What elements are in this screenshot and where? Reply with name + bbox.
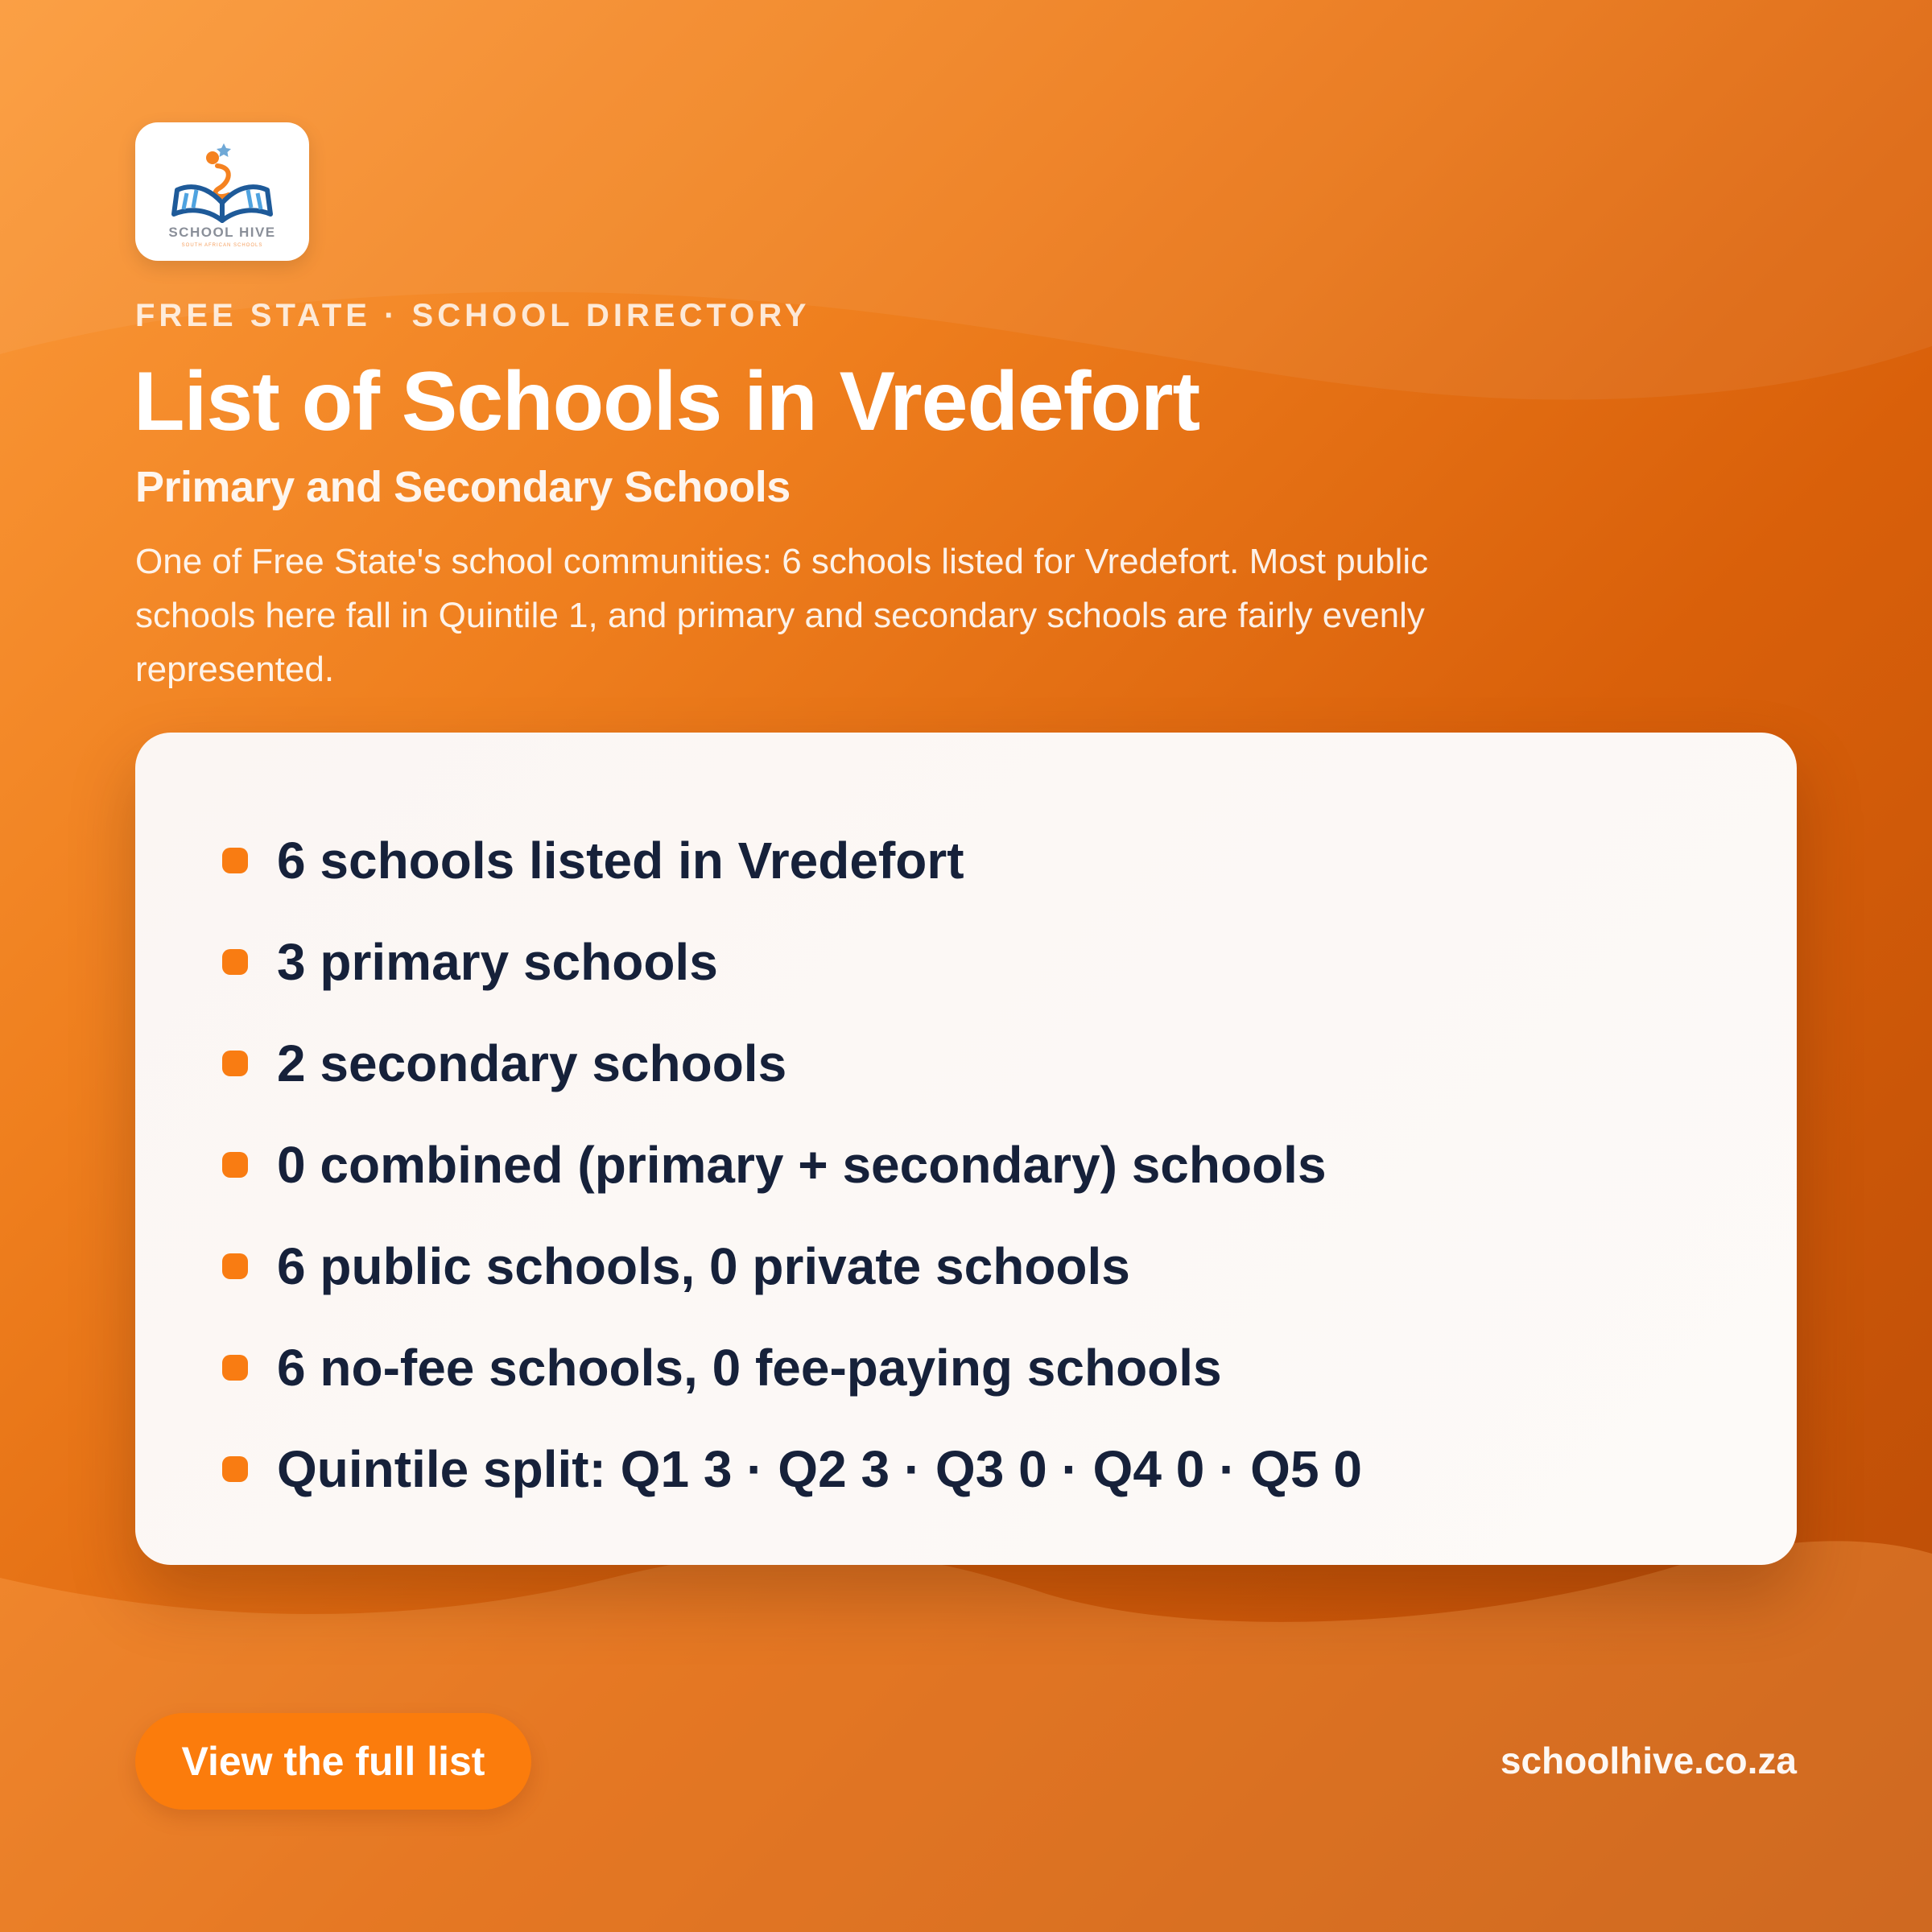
page-description: One of Free State's school communities: 6 schools listed for Vredefort. Most public schools here fall in Quintile 1, and primary and secondary schools are fairly evenly represented. bbox=[135, 542, 1429, 689]
stat-text: 0 combined (primary + secondary) schools bbox=[277, 1136, 1327, 1194]
bullet-icon bbox=[222, 848, 248, 873]
stats-list bbox=[135, 810, 1797, 1520]
bullet-icon bbox=[222, 1355, 248, 1381]
bullet-icon bbox=[222, 1456, 248, 1482]
eyebrow-label: FREE STATE · SCHOOL DIRECTORY bbox=[135, 298, 811, 333]
stat-item bbox=[135, 1418, 1797, 1520]
view-full-list-button[interactable]: View the full list bbox=[135, 1713, 531, 1810]
stat-text: 6 no-fee schools, 0 fee-paying schools bbox=[277, 1339, 1222, 1397]
stat-text: 6 schools listed in Vredefort bbox=[277, 832, 964, 890]
stat-text: Quintile split: Q1 3 · Q2 3 · Q3 0 · Q4 0 · Q5 0 bbox=[277, 1440, 1362, 1498]
logo-badge bbox=[135, 122, 309, 261]
stats-card bbox=[135, 733, 1797, 1565]
logo-tagline: SOUTH AFRICAN SCHOOLS bbox=[181, 243, 263, 248]
site-url: schoolhive.co.za bbox=[1500, 1740, 1797, 1781]
stat-item bbox=[135, 810, 1797, 911]
stat-item bbox=[135, 1013, 1797, 1114]
school-hive-logo bbox=[150, 135, 295, 248]
stat-text: 6 public schools, 0 private schools bbox=[277, 1237, 1130, 1295]
stat-item bbox=[135, 1216, 1797, 1317]
bullet-icon bbox=[222, 1152, 248, 1178]
bullet-icon bbox=[222, 1051, 248, 1076]
bullet-icon bbox=[222, 949, 248, 975]
stat-item bbox=[135, 1114, 1797, 1216]
stat-text: 3 primary schools bbox=[277, 933, 718, 991]
page-title: List of Schools in Vredefort bbox=[134, 355, 1200, 448]
stat-item bbox=[135, 1317, 1797, 1418]
stat-item bbox=[135, 911, 1797, 1013]
stat-text: 2 secondary schools bbox=[277, 1034, 787, 1092]
page-subtitle: Primary and Secondary Schools bbox=[135, 463, 791, 511]
bullet-icon bbox=[222, 1253, 248, 1279]
logo-brand-name: SCHOOL HIVE bbox=[168, 225, 276, 240]
